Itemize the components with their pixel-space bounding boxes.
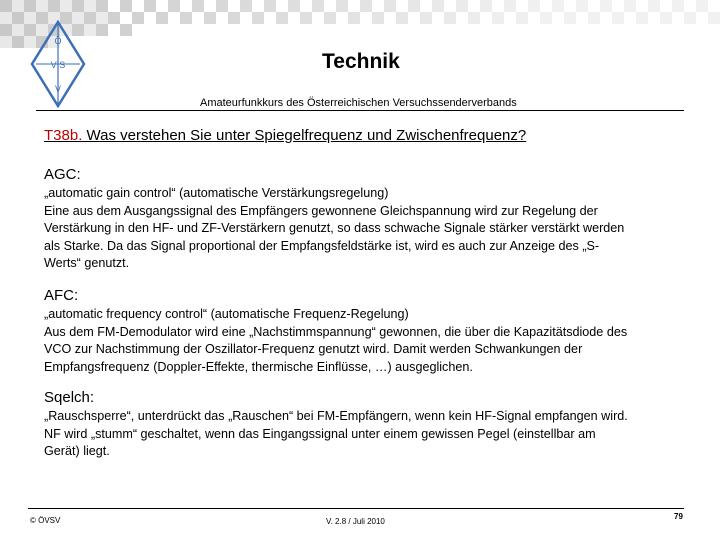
- decorative-square: [120, 0, 132, 12]
- decorative-square: [600, 0, 612, 12]
- header-divider: [36, 110, 684, 111]
- decorative-square: [216, 0, 228, 12]
- decorative-square: [708, 12, 720, 24]
- decorative-square: [456, 0, 468, 12]
- agc-line: Verstärkung in den HF- und ZF-Verstärkern genutzt, so dass schwache Signale stärker verstärkt werden: [44, 221, 625, 235]
- decorative-squares-banner: [0, 0, 720, 48]
- decorative-square: [24, 0, 36, 12]
- afc-line: Empfangsfrequenz (Doppler-Effekte, thermische Einflüsse, …) ausgeglichen.: [44, 359, 473, 374]
- decorative-square: [636, 12, 648, 24]
- decorative-square: [240, 0, 252, 12]
- decorative-square: [264, 0, 276, 12]
- decorative-square: [12, 0, 24, 12]
- decorative-square: [168, 0, 180, 12]
- decorative-square: [156, 12, 168, 24]
- decorative-square: [660, 12, 672, 24]
- decorative-square: [0, 12, 12, 24]
- decorative-square: [624, 0, 636, 12]
- decorative-square: [552, 0, 564, 12]
- decorative-square: [96, 24, 108, 36]
- afc-line: VCO zur Nachstimmung der Oszillator-Frequenz genutzt wird. Damit werden Schwankungen der: [44, 342, 583, 356]
- page-number: 79: [674, 512, 683, 521]
- decorative-square: [648, 0, 660, 12]
- squelch-line: NF wird „stumm“ geschaltet, wenn das Eingangssignal unter einem gewissen Pegel (einstellbar am: [44, 426, 596, 441]
- decorative-square: [300, 12, 312, 24]
- section-body-squelch: [44, 408, 704, 461]
- question-heading: [44, 127, 526, 144]
- decorative-square: [96, 12, 108, 24]
- decorative-square: [228, 12, 240, 24]
- decorative-square: [204, 12, 216, 24]
- decorative-square: [408, 0, 420, 12]
- section-body-afc: [44, 306, 704, 376]
- decorative-square: [336, 0, 348, 12]
- decorative-square: [504, 0, 516, 12]
- logo-middle-text: V S: [50, 60, 66, 70]
- decorative-square: [0, 0, 12, 12]
- decorative-square: [396, 12, 408, 24]
- decorative-square: [384, 0, 396, 12]
- decorative-square: [84, 0, 96, 12]
- question-number: T38b.: [44, 127, 83, 144]
- agc-line: Werts“ genutzt.: [44, 256, 130, 270]
- decorative-square: [672, 0, 684, 12]
- decorative-square: [144, 0, 156, 12]
- oevsv-logo: [30, 20, 86, 108]
- decorative-square: [492, 12, 504, 24]
- decorative-square: [72, 0, 84, 12]
- decorative-square: [12, 12, 24, 24]
- decorative-square: [36, 0, 48, 12]
- decorative-square: [252, 12, 264, 24]
- decorative-square: [528, 0, 540, 12]
- decorative-square: [192, 0, 204, 12]
- decorative-square: [588, 12, 600, 24]
- footer-copyright: © ÖVSV: [30, 516, 61, 525]
- decorative-square: [180, 12, 192, 24]
- decorative-square: [348, 12, 360, 24]
- section-heading-squelch: Sqelch:: [44, 389, 95, 406]
- section-squelch: [44, 389, 704, 461]
- footer-version: V. 2.8 / Juli 2010: [326, 517, 385, 526]
- section-body-agc: [44, 185, 704, 273]
- decorative-square: [12, 36, 24, 48]
- decorative-square: [432, 0, 444, 12]
- decorative-square: [60, 0, 72, 12]
- decorative-square: [312, 0, 324, 12]
- question-text: Was verstehen Sie unter Spiegelfrequenz und Zwischenfrequenz?: [82, 127, 527, 144]
- decorative-square: [420, 12, 432, 24]
- slide-title: Technik: [322, 50, 400, 73]
- section-afc: [44, 287, 704, 376]
- decorative-square: [684, 12, 696, 24]
- footer-divider: [28, 508, 684, 509]
- agc-line: „automatic gain control“ (automatische Verstärkungsregelung): [44, 186, 389, 200]
- decorative-square: [480, 0, 492, 12]
- decorative-square: [0, 24, 12, 36]
- decorative-square: [540, 12, 552, 24]
- decorative-square: [612, 12, 624, 24]
- decorative-square: [516, 12, 528, 24]
- decorative-square: [372, 12, 384, 24]
- decorative-square: [276, 12, 288, 24]
- agc-line: Eine aus dem Ausgangssignal des Empfängers gewonnene Gleichspannung wird zur Regelung der: [44, 203, 598, 218]
- decorative-square: [360, 0, 372, 12]
- decorative-square: [0, 36, 12, 48]
- logo-top-letter: Ö: [54, 36, 62, 46]
- section-heading-agc: AGC:: [44, 166, 81, 183]
- logo-bottom-letter: V: [54, 84, 62, 94]
- afc-line: „automatic frequency control“ (automatische Frequenz-Regelung): [44, 307, 409, 321]
- decorative-square: [120, 24, 132, 36]
- squelch-line: Gerät) liegt.: [44, 444, 110, 458]
- squelch-line: „Rauschsperre“, unterdrückt das „Rauschen“ bei FM-Empfängern, wenn kein HF-Signal empfangen wird.: [44, 409, 628, 423]
- afc-line: Aus dem FM-Demodulator wird eine „Nachstimmspannung“ gewonnen, die über die Kapazitätsdiode des: [44, 324, 628, 339]
- decorative-square: [696, 0, 708, 12]
- decorative-square: [132, 12, 144, 24]
- section-heading-afc: AFC:: [44, 287, 79, 304]
- decorative-square: [288, 0, 300, 12]
- agc-line: als Starke. Da das Signal proportional der Empfangsfeldstärke ist, wird es auch zur Anzeige des „S-: [44, 238, 600, 253]
- decorative-square: [324, 12, 336, 24]
- decorative-square: [12, 24, 24, 36]
- decorative-square: [96, 0, 108, 12]
- section-agc: [44, 166, 704, 273]
- decorative-square: [108, 12, 120, 24]
- decorative-square: [444, 12, 456, 24]
- decorative-square: [564, 12, 576, 24]
- slide-subtitle: Amateurfunkkurs des Österreichischen Versuchssenderverbands: [200, 97, 517, 109]
- decorative-square: [576, 0, 588, 12]
- decorative-square: [48, 0, 60, 12]
- decorative-square: [468, 12, 480, 24]
